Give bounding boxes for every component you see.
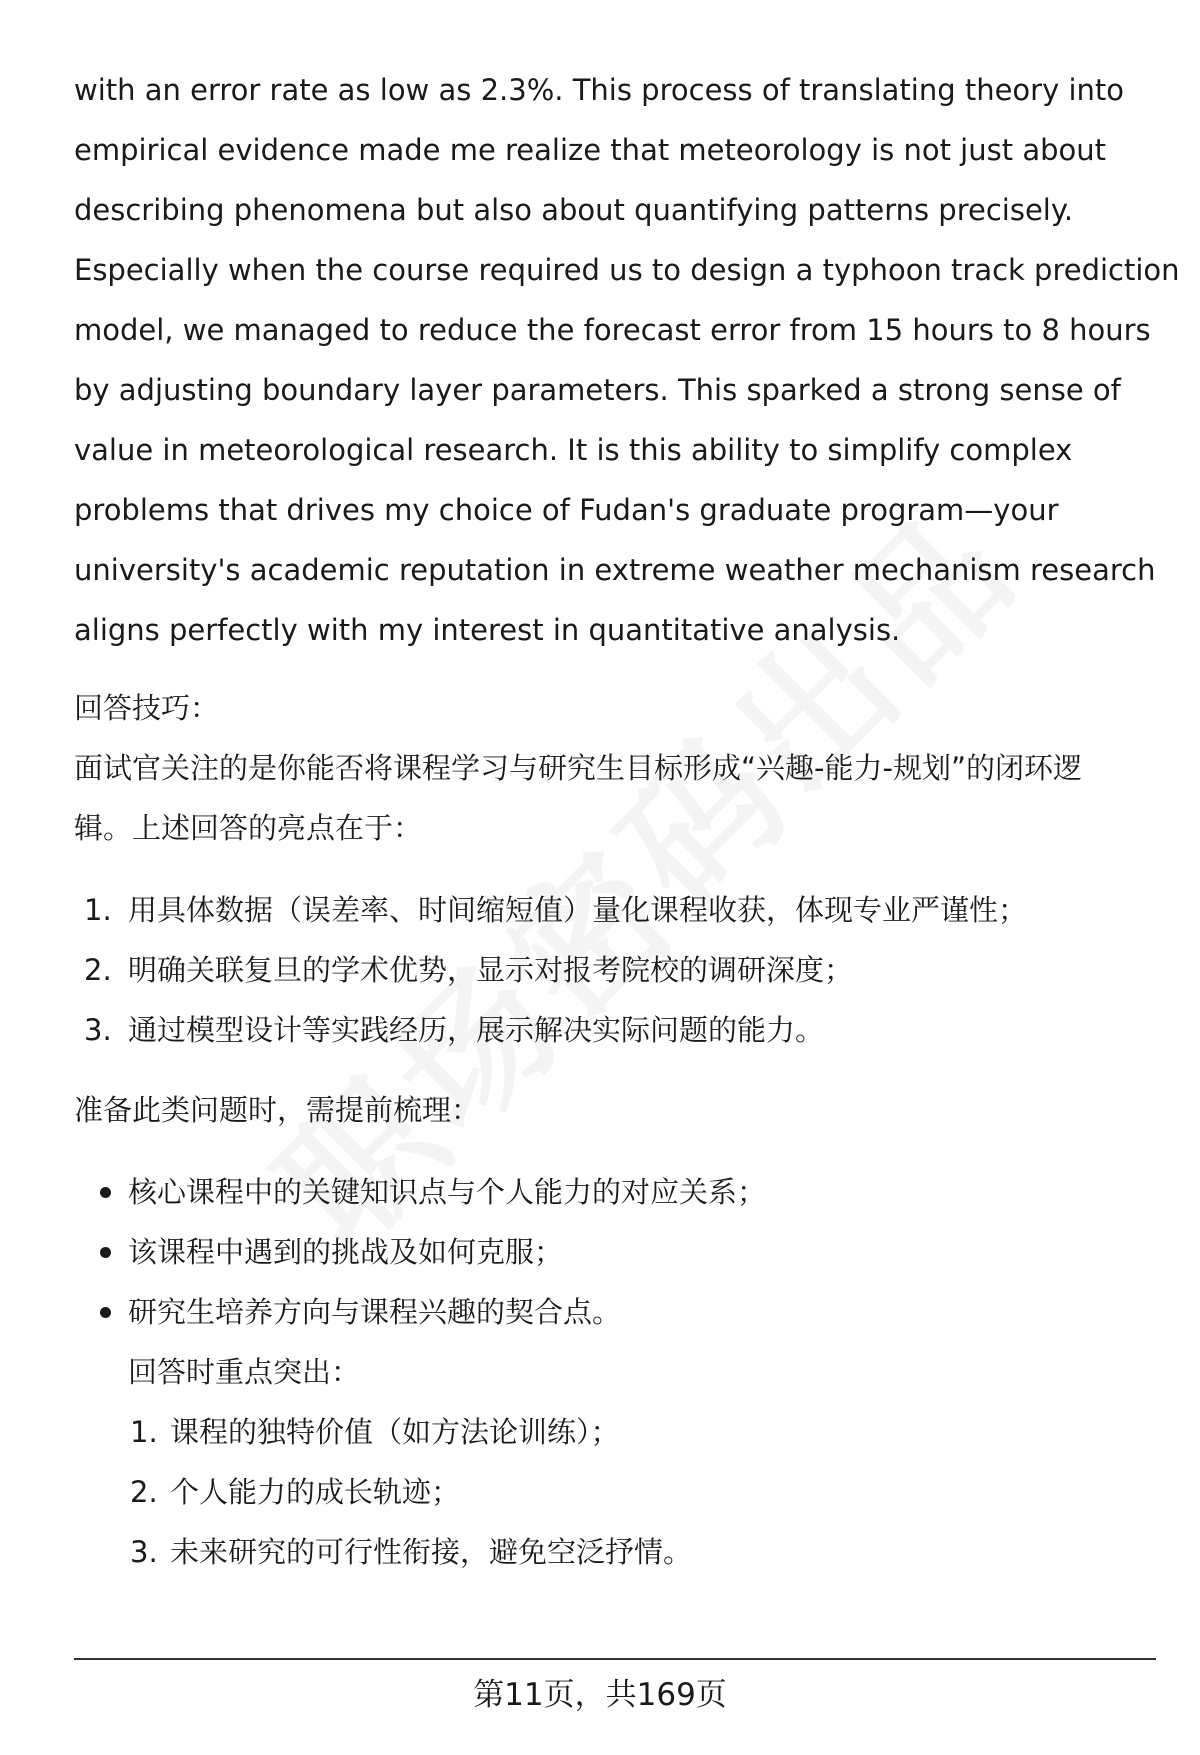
emphasis-heading: 回答时重点突出： — [128, 1355, 361, 1389]
paragraph-line: problems that drives my choice of Fudan's graduate program—your — [74, 493, 1059, 527]
list-item-text: 核心课程中的关键知识点与个人能力的对应关系； — [128, 1175, 767, 1209]
list-number: 3. — [84, 1013, 112, 1047]
paragraph-line: describing phenomena but also about quantifying patterns precisely. — [74, 193, 1074, 227]
list-item — [74, 1000, 1164, 1060]
list-item-text: 未来研究的可行性衔接，避免空泛抒情。 — [170, 1535, 693, 1569]
emphasis-list — [74, 1402, 1164, 1582]
list-number: 2. — [130, 1475, 158, 1509]
list-item-text: 用具体数据（误差率、时间缩短值）量化课程收获，体现专业严谨性； — [128, 893, 1028, 927]
paragraph-line: Especially when the course required us to design a typhoon track prediction — [74, 253, 1180, 287]
list-number: 1. — [84, 893, 112, 927]
paragraph-line: with an error rate as low as 2.3%. This process of translating theory into — [74, 73, 1125, 107]
paragraph-line: empirical evidence made me realize that meteorology is not just about — [74, 133, 1106, 167]
list-item — [74, 940, 1164, 1000]
list-item-text: 该课程中遇到的挑战及如何克服； — [128, 1235, 564, 1269]
footer-divider — [74, 1658, 1156, 1660]
list-item — [128, 1402, 1164, 1462]
paragraph-line: aligns perfectly with my interest in quantitative analysis. — [74, 613, 901, 647]
tips-body-line: 面试官关注的是你能否将课程学习与研究生目标形成“兴趣-能力-规划”的闭环逻 — [74, 751, 1082, 785]
bullet-icon — [100, 1247, 111, 1258]
list-item — [74, 880, 1164, 940]
list-item-text: 课程的独特价值（如方法论训练）； — [170, 1415, 620, 1449]
list-item-text: 个人能力的成长轨迹； — [170, 1475, 461, 1509]
bullet-icon — [100, 1307, 111, 1318]
list-item — [74, 1222, 1164, 1282]
tips-body — [74, 738, 1164, 858]
list-number: 3. — [130, 1535, 158, 1569]
list-number: 2. — [84, 953, 112, 987]
page-content — [74, 60, 1180, 1582]
paragraph-line: model, we managed to reduce the forecast error from 15 hours to 8 hours — [74, 313, 1151, 347]
prep-heading: 准备此类问题时，需提前梳理： — [74, 1093, 481, 1127]
list-item-text: 明确关联复旦的学术优势，显示对报考院校的调研深度； — [128, 953, 854, 987]
paragraph-line: university's academic reputation in extreme weather mechanism research — [74, 553, 1156, 587]
highlights-list — [74, 880, 1164, 1060]
prep-bullet-list — [74, 1162, 1164, 1342]
tips-heading: 回答技巧： — [74, 691, 220, 725]
list-item — [128, 1522, 1164, 1582]
paragraph-line: by adjusting boundary layer parameters. This sparked a strong sense of — [74, 373, 1121, 407]
list-number: 1. — [130, 1415, 158, 1449]
paragraph-line: value in meteorological research. It is this ability to simplify complex — [74, 433, 1073, 467]
answer-paragraph — [74, 60, 1180, 660]
list-item — [74, 1162, 1164, 1222]
page-number: 第11页，共169页 — [473, 1677, 727, 1713]
list-item-text: 研究生培养方向与课程兴趣的契合点。 — [128, 1295, 622, 1329]
list-item-text: 通过模型设计等实践经历，展示解决实际问题的能力。 — [128, 1013, 825, 1047]
tips-body-line: 辑。上述回答的亮点在于： — [74, 811, 423, 845]
list-item — [74, 1282, 1164, 1342]
list-item — [128, 1462, 1164, 1522]
bullet-icon — [100, 1187, 111, 1198]
